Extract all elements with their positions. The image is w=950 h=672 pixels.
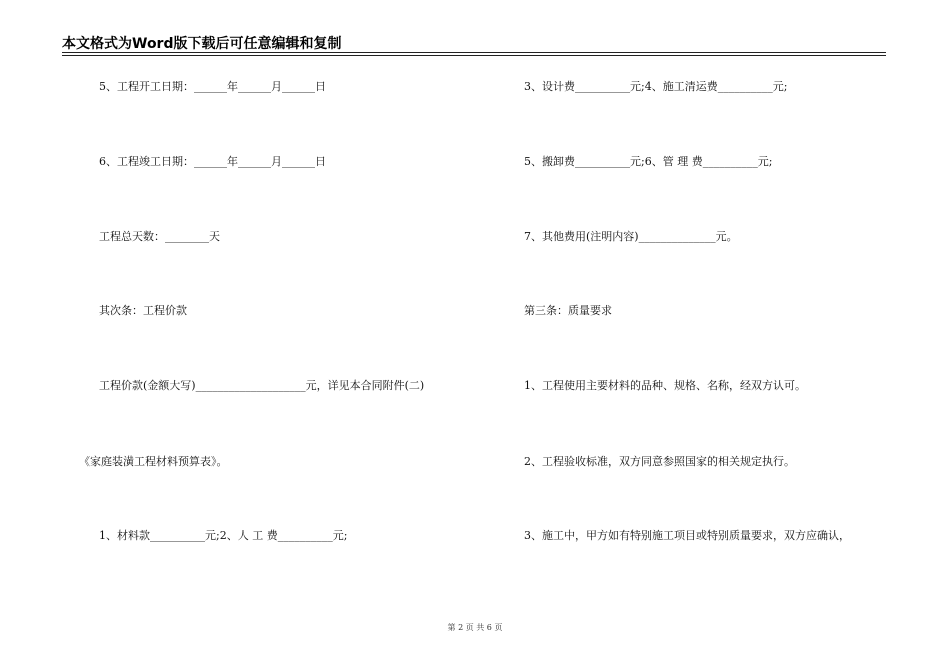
right-line-article-3-heading: 第三条：质量要求 — [524, 304, 612, 317]
right-line-other-fees: 7、其他费用(注明内容)______________元。 — [524, 230, 738, 243]
left-line-start-date: 5、工程开工日期：______年______月______日 — [99, 80, 326, 93]
right-line-design-cleanup: 3、设计费__________元;4、施工清运费__________元; — [524, 80, 788, 93]
right-line-handling-management: 5、搬卸费__________元;6、管 理 费__________元; — [524, 155, 773, 168]
left-line-material-labor: 1、材料款__________元;2、人 工 费__________元; — [99, 529, 348, 542]
left-line-budget-table: 《家庭装潢工程材料预算表》。 — [79, 455, 228, 468]
page-number-footer: 第 2 页 共 6 页 — [447, 623, 503, 632]
header-rule-bottom — [62, 55, 886, 56]
left-line-article-2-heading: 其次条：工程价款 — [99, 304, 187, 317]
left-line-end-date: 6、工程竣工日期：______年______月______日 — [99, 155, 326, 168]
right-line-acceptance-standard: 2、工程验收标准，双方同意参照国家的相关规定执行。 — [524, 455, 795, 468]
header-rule-top — [62, 52, 886, 53]
left-line-contract-price: 工程价款(金额大写)____________________元，详见本合同附件(二) — [99, 379, 425, 392]
right-line-materials-approval: 1、工程使用主要材料的品种、规格、名称，经双方认可。 — [524, 379, 806, 392]
left-line-total-days: 工程总天数：________天 — [99, 230, 220, 243]
right-line-special-requirements: 3、施工中，甲方如有特别施工项目或特别质量要求，双方应确认， — [524, 529, 850, 542]
document-header-title: 本文格式为Word版下载后可任意编辑和复制 — [62, 36, 342, 52]
